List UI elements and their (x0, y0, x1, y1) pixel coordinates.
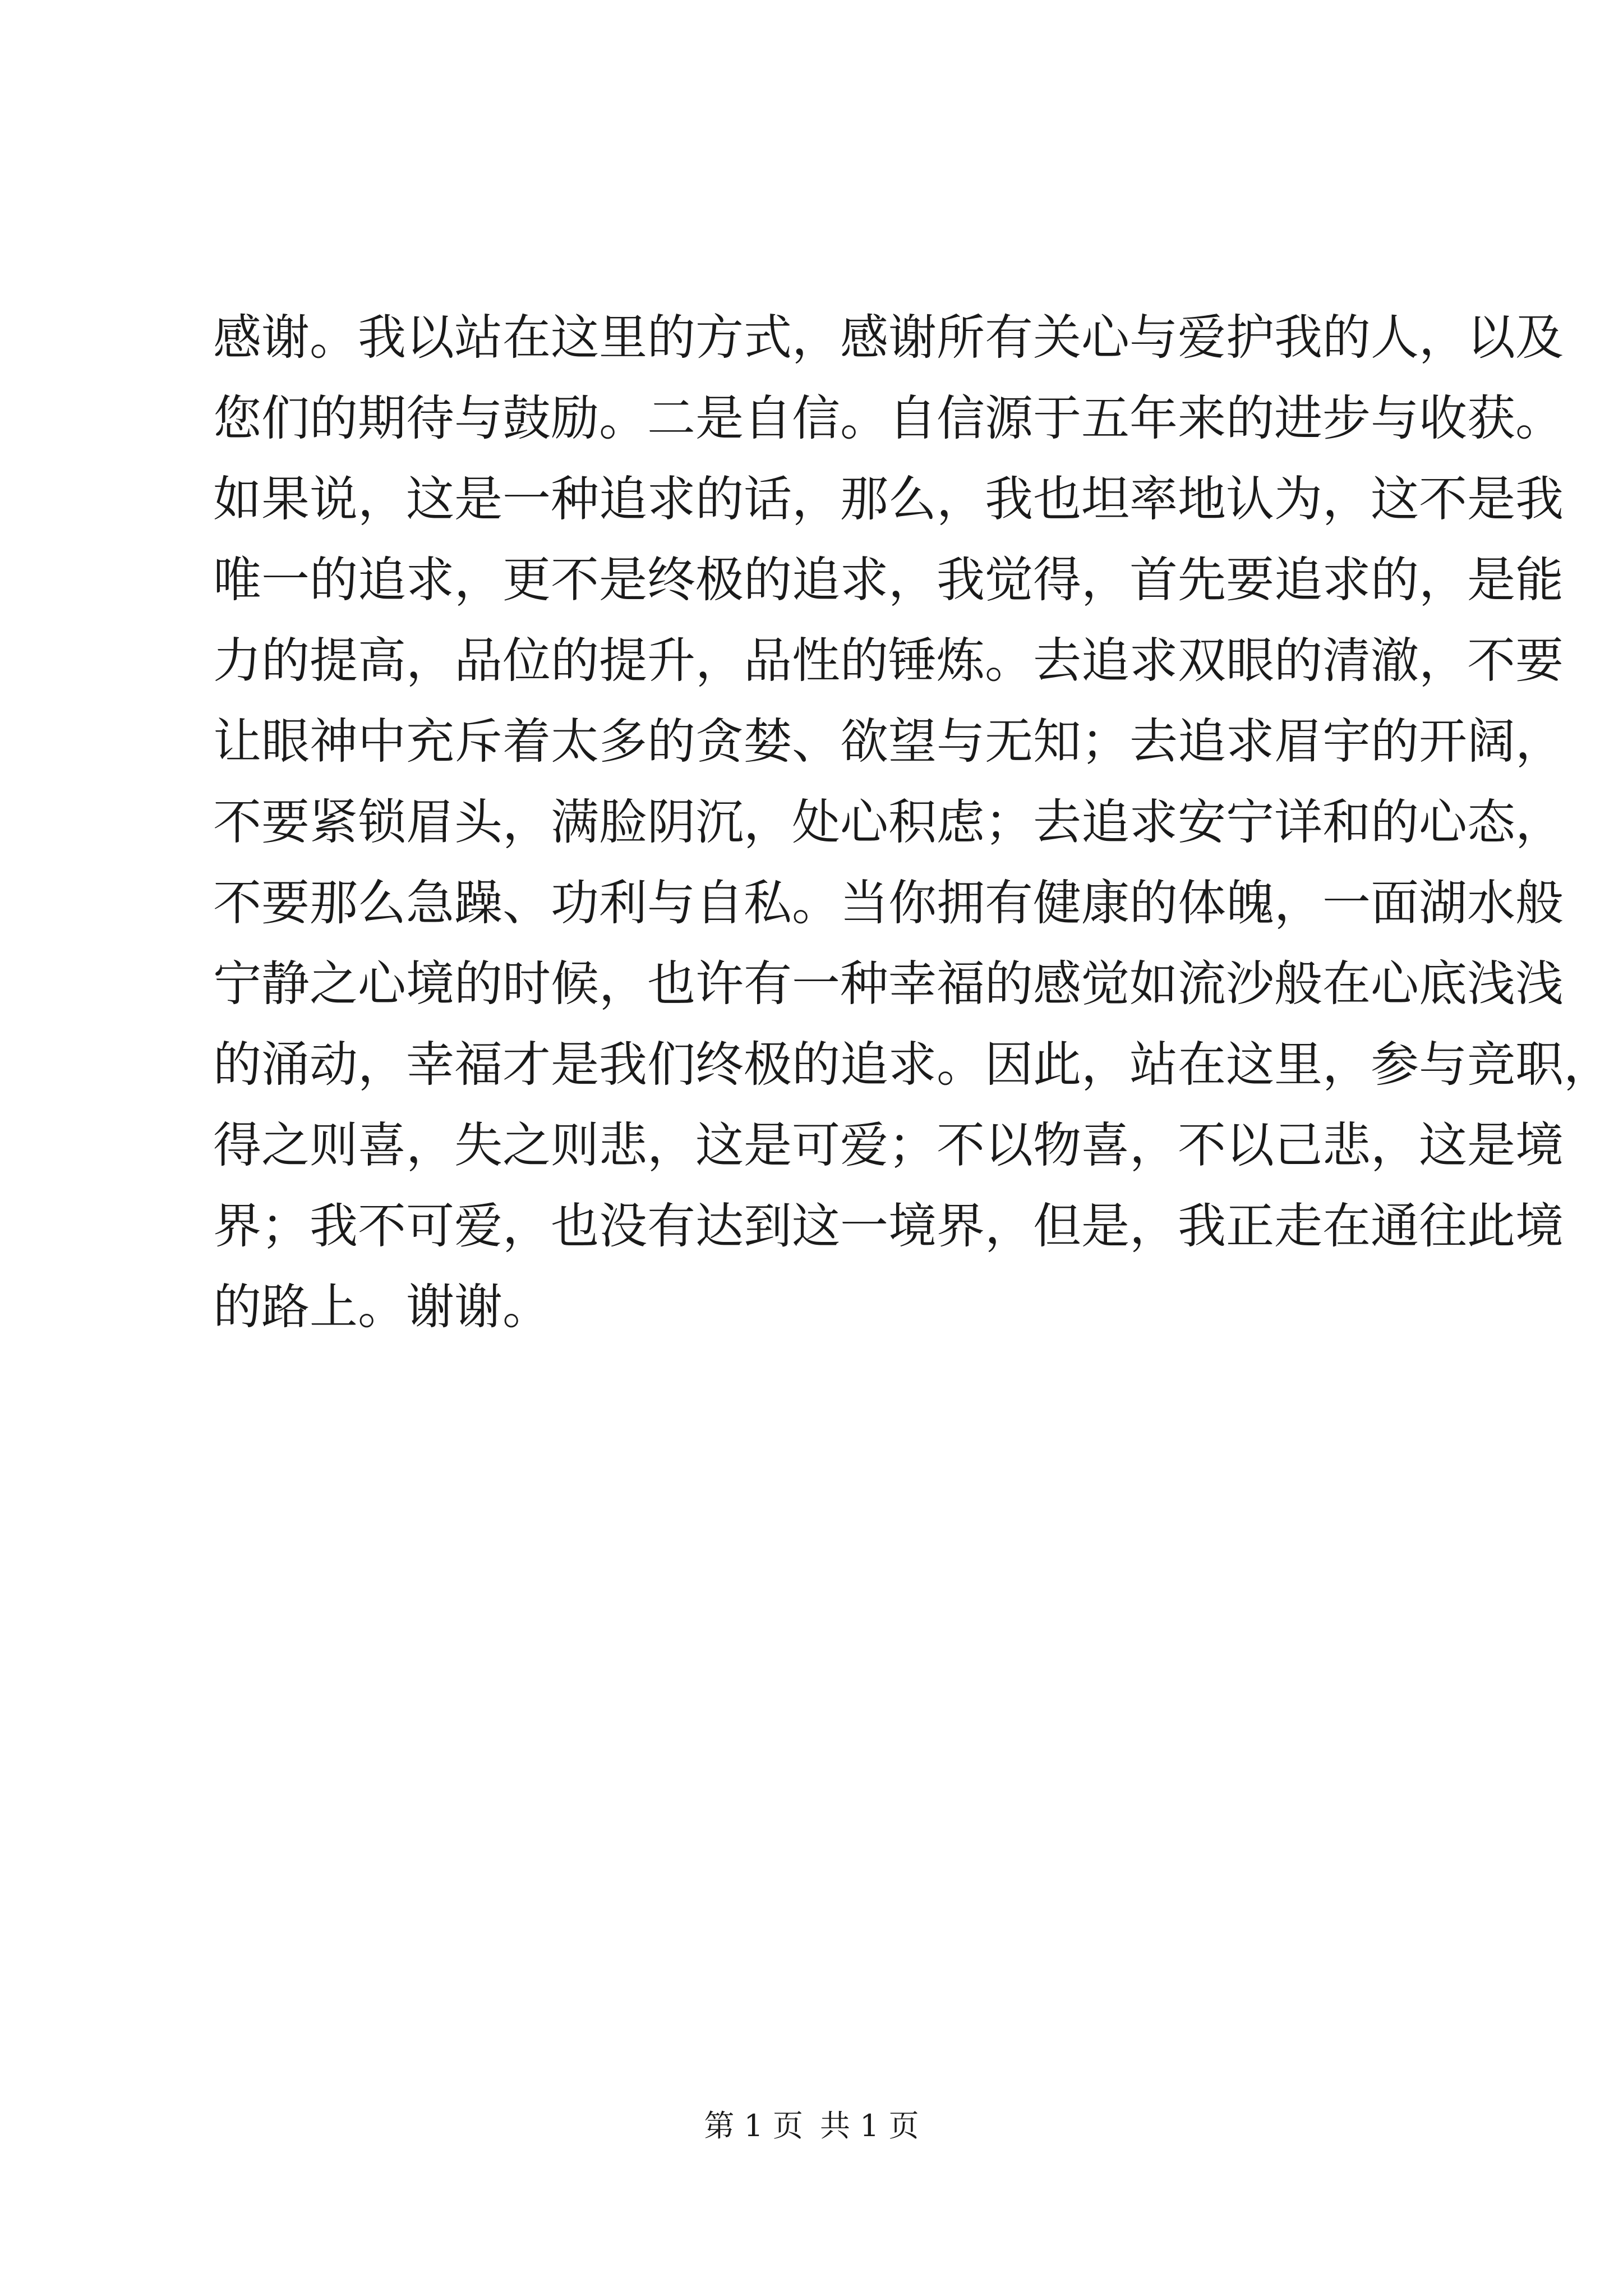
text-line: 不要那么急躁、功利与自私。当你拥有健康的体魄，一面湖水般 (213, 875, 1564, 931)
total-page-count: 共 1 页 (820, 2108, 919, 2143)
text-line: 力的提高，品位的提升，品性的锤炼。去追求双眼的清澈，不要 (213, 633, 1564, 689)
text-line: 的涌动，幸福才是我们终极的追求。因此，站在这里，参与竞职， (213, 1037, 1612, 1093)
text-line: 的路上。谢谢。 (213, 1279, 551, 1335)
text-line: 宁静之心境的时候，也许有一种幸福的感觉如流沙般在心底浅浅 (213, 956, 1564, 1012)
text-line: 不要紧锁眉头，满脸阴沉，处心积虑；去追求安宁详和的心态， (213, 794, 1564, 850)
text-line: 您们的期待与鼓励。二是自信。自信源于五年来的进步与收获。 (213, 390, 1564, 447)
page-footer (0, 2106, 1623, 2146)
current-page-number: 第 1 页 (704, 2108, 803, 2143)
text-line: 界；我不可爱，也没有达到这一境界，但是，我正走在通往此境 (213, 1198, 1564, 1254)
text-line: 让眼神中充斥着太多的贪婪、欲望与无知；去追求眉宇的开阔， (213, 714, 1564, 770)
text-line: 唯一的追求，更不是终极的追求，我觉得，首先要追求的，是能 (213, 552, 1564, 608)
body-paragraph (213, 297, 1612, 1347)
text-line: 得之则喜，失之则悲，这是可爱；不以物喜，不以己悲，这是境 (213, 1117, 1564, 1174)
text-line: 如果说，这是一种追求的话，那么，我也坦率地认为，这不是我 (213, 471, 1564, 527)
text-line: 感谢。我以站在这里的方式，感谢所有关心与爱护我的人，以及 (213, 310, 1564, 366)
